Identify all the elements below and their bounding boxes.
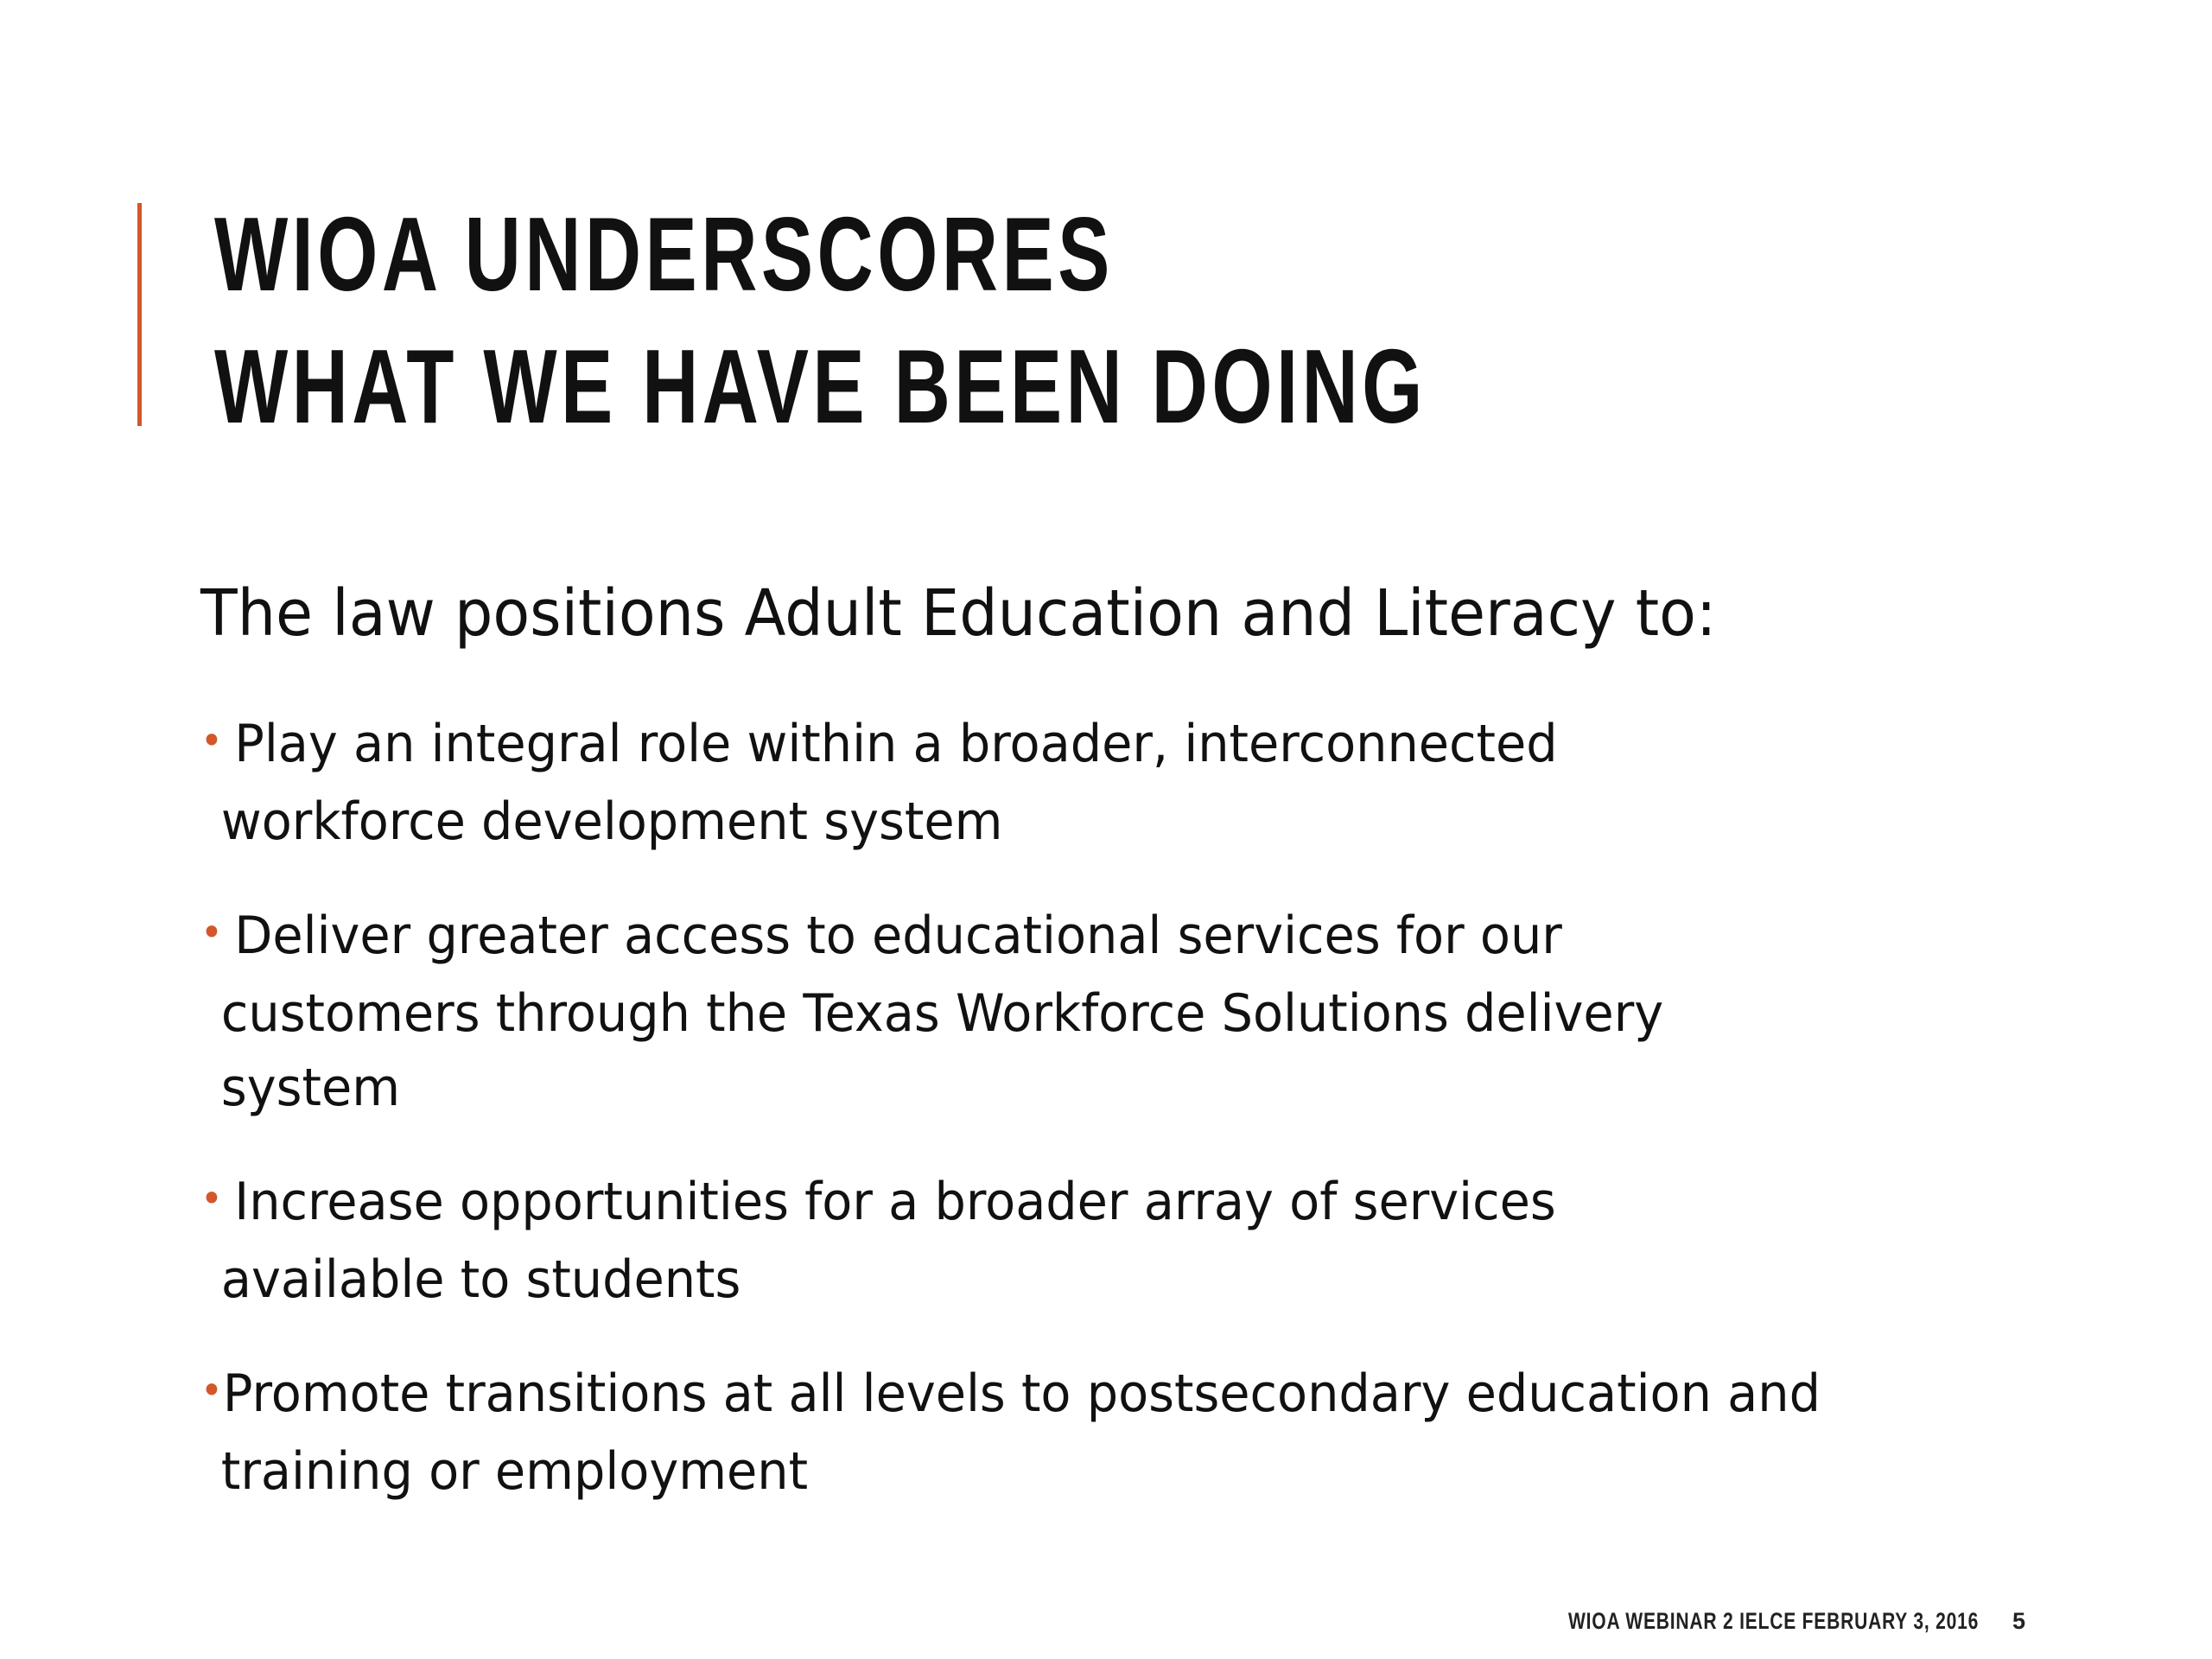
slide-footer: WIOA WEBINAR 2 IELCE FEBRUARY 3, 2016 (1568, 1608, 1980, 1634)
bullet-item-3 (200, 1165, 1556, 1317)
bullet-2-line-2: customers through the Texas Workforce Solutions delivery (220, 983, 1664, 1044)
bullet-2-line-1: Deliver greater access to educational services for our (234, 906, 1562, 966)
intro-text: The law positions Adult Education and Literacy to: (200, 576, 1717, 651)
bullet-item-1 (200, 707, 1558, 859)
bullet-dot-icon: • (200, 1175, 223, 1222)
page-number: 5 (2012, 1608, 2026, 1634)
title-accent-bar (137, 203, 142, 426)
slide-title (214, 188, 1427, 453)
bullet-4-line-1: Promote transitions at all levels to postsecondary education and (222, 1363, 1821, 1424)
bullet-4-line-2: training or employment (220, 1441, 809, 1502)
bullet-3-line-2: available to students (220, 1249, 741, 1310)
bullet-item-4 (200, 1357, 1821, 1509)
slide-title-line-1: WIOA UNDERSCORES (214, 195, 1114, 313)
bullet-1-line-1: Play an integral role within a broader, interconnected (234, 714, 1558, 774)
bullet-item-2 (200, 899, 1663, 1125)
bullet-3-line-1: Increase opportunities for a broader array of services (234, 1172, 1556, 1232)
bullet-dot-icon: • (200, 717, 223, 764)
slide-title-line-2: WHAT WE HAVE BEEN DOING (214, 327, 1427, 445)
bullet-2-line-3: system (220, 1058, 401, 1118)
bullet-dot-icon: • (200, 1367, 223, 1414)
bullet-dot-icon: • (200, 909, 223, 956)
bullet-1-line-2: workforce development system (220, 791, 1003, 852)
